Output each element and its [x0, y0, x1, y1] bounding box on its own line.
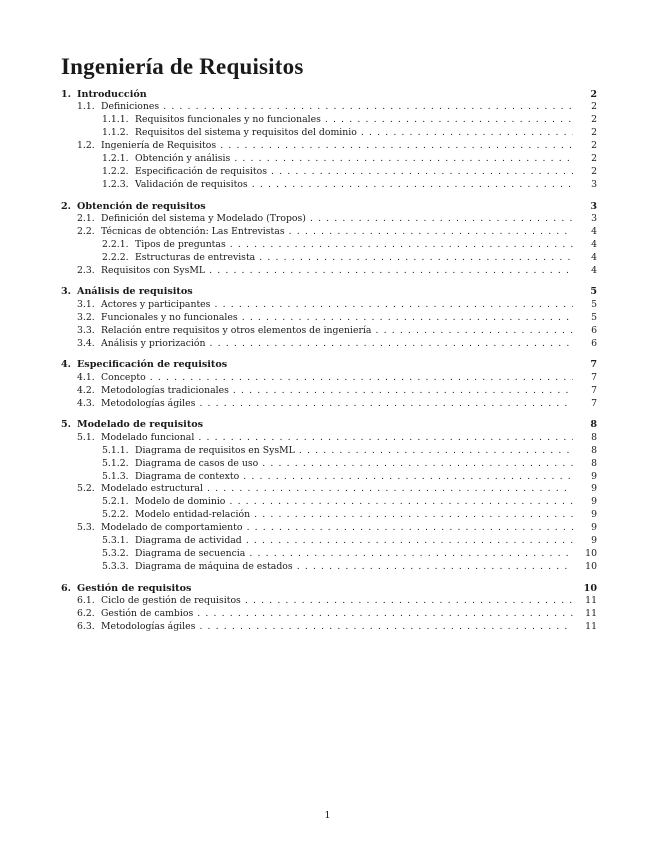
toc-entry-title: Metodologías ágiles . . . — [101, 398, 573, 411]
toc-entry-number: 5.3.1. — [102, 535, 129, 546]
toc-entry-page: 4 — [591, 251, 597, 263]
toc-entry-number: 2.1. — [77, 213, 95, 225]
toc-entry-page: 9 — [591, 470, 597, 482]
toc-entry-page: 8 — [590, 419, 597, 431]
toc-entry-number: 5.2.1. — [102, 496, 129, 508]
toc-entry-title: Concepto . . . — [101, 372, 573, 385]
toc-entry-number: 2.2.2. — [102, 251, 129, 263]
toc-entry-number: 4.1. — [77, 371, 95, 383]
toc-entry-title: Ciclo de gestión de requisitos . . . — [101, 595, 573, 608]
toc-entry-title: Estructuras de entrevista . . . — [135, 252, 573, 265]
toc-entry-title: Diagrama de máquina de estados . . . — [135, 561, 573, 574]
toc-entry-title: Análisis y priorización . . . — [101, 338, 573, 351]
toc-entry[interactable] — [61, 509, 597, 522]
toc-entry-number: 5.3.3. — [102, 560, 129, 572]
toc-entry-title: Especificación de requisitos . . . — [135, 166, 573, 179]
toc-entry-page: 2 — [591, 114, 597, 126]
toc-entry-title: Modelado estructural . . . — [101, 483, 573, 496]
toc-entry[interactable] — [61, 179, 597, 192]
toc-entry-number: 5.3. — [77, 522, 95, 534]
toc-entry-page: 10 — [583, 582, 597, 594]
toc-entry-title: Obtención de requisitos — [77, 200, 206, 212]
toc-entry-page: 10 — [585, 547, 597, 559]
toc-entry-page: 8 — [591, 457, 597, 469]
toc-entry-number: 2.2.1. — [102, 238, 129, 250]
toc-entry[interactable] — [61, 582, 597, 595]
toc-entry-title: Modelo de dominio . . . — [135, 496, 573, 509]
toc-entry-page: 11 — [585, 607, 597, 619]
toc-entry[interactable] — [61, 114, 597, 127]
toc-entry-page: 5 — [591, 298, 597, 310]
toc-entry-page: 9 — [591, 483, 597, 495]
toc-section — [61, 418, 597, 573]
toc-entry[interactable] — [61, 200, 597, 213]
toc-entry-title: Análisis de requisitos — [77, 286, 193, 298]
toc-entry-page: 6 — [591, 324, 597, 336]
toc-entry[interactable] — [61, 471, 597, 484]
toc-entry-page: 4 — [591, 264, 597, 276]
toc-entry-page: 11 — [585, 595, 597, 607]
toc-entry-page: 2 — [591, 165, 597, 177]
toc-entry[interactable] — [61, 226, 597, 239]
toc-entry-title: Relación entre requisitos y otros elementos de ingeniería . . . — [101, 325, 573, 338]
toc-entry-title: Requisitos del sistema y requisitos del dominio . . . — [135, 127, 573, 140]
toc-entry-title: Definición del sistema y Modelado (Tropos) . . . — [101, 213, 573, 226]
toc-section — [61, 88, 597, 192]
toc-entry-page: 9 — [591, 496, 597, 508]
toc-entry-page: 3 — [590, 200, 597, 212]
toc-entry-title: Introducción — [77, 89, 147, 100]
toc-entry-number: 6. — [61, 582, 72, 594]
toc-entry[interactable] — [61, 445, 597, 458]
toc-entry-number: 1. — [61, 89, 72, 100]
toc-entry-page: 9 — [591, 509, 597, 521]
toc-entry-number: 5.1.2. — [102, 457, 129, 469]
toc-entry[interactable] — [61, 325, 597, 338]
toc-section — [61, 285, 597, 350]
toc-entry-number: 6.3. — [77, 620, 95, 632]
toc-entry-number: 6.2. — [77, 607, 95, 619]
toc-entry[interactable] — [61, 88, 597, 101]
toc-entry-number: 5.2.2. — [102, 509, 129, 521]
toc-entry-title: Diagrama de contexto . . . — [135, 471, 573, 484]
toc-entry[interactable] — [61, 265, 597, 278]
toc-entry-title: Ingeniería de Requisitos . . . — [101, 140, 573, 153]
toc-entry[interactable] — [61, 621, 597, 634]
toc-entry-page: 7 — [591, 384, 597, 396]
toc-entry-title: Obtención y análisis . . . — [135, 153, 573, 166]
toc-entry-number: 1.2.1. — [102, 152, 129, 164]
toc-entry[interactable] — [61, 561, 597, 574]
toc-entry[interactable] — [61, 338, 597, 351]
document-title: Ingeniería de Requisitos — [61, 54, 304, 79]
toc-entry-page: 2 — [590, 89, 597, 100]
toc-entry[interactable] — [61, 299, 597, 312]
toc-entry-page: 6 — [591, 337, 597, 349]
toc-entry-title: Gestión de cambios . . . — [101, 608, 573, 621]
toc-entry[interactable] — [61, 312, 597, 325]
toc-entry[interactable] — [61, 166, 597, 179]
toc-entry-page: 10 — [585, 560, 597, 572]
table-of-contents — [61, 88, 597, 642]
toc-entry-title: Diagrama de casos de uso . . . — [135, 458, 573, 471]
toc-entry-number: 6.1. — [77, 595, 95, 607]
toc-entry-page: 9 — [591, 535, 597, 546]
toc-entry-page: 7 — [591, 371, 597, 383]
toc-entry-title: Definiciones . . . — [101, 101, 573, 114]
toc-entry-title: Modelo entidad-relación . . . — [135, 509, 573, 522]
toc-entry-page: 9 — [591, 522, 597, 534]
toc-entry-title: Actores y participantes . . . — [101, 299, 573, 312]
toc-entry-title: Técnicas de obtención: Las Entrevistas . . . — [101, 226, 573, 239]
toc-entry-number: 5.1.1. — [102, 444, 129, 456]
toc-entry[interactable] — [61, 548, 597, 561]
toc-entry-page: 2 — [591, 101, 597, 113]
toc-entry-number: 4.2. — [77, 384, 95, 396]
toc-entry[interactable] — [61, 153, 597, 166]
toc-entry[interactable] — [61, 535, 597, 548]
toc-entry-title: Modelado de comportamiento . . . — [101, 522, 573, 535]
toc-entry[interactable] — [61, 358, 597, 371]
toc-entry-title: Especificación de requisitos — [77, 359, 228, 371]
toc-entry-number: 3.2. — [77, 311, 95, 323]
toc-entry-number: 3.1. — [77, 298, 95, 310]
toc-entry-number: 1.2.3. — [102, 178, 129, 190]
toc-entry-number: 3. — [61, 286, 72, 298]
toc-entry-page: 7 — [590, 359, 597, 371]
toc-entry-number: 2.2. — [77, 225, 95, 237]
toc-entry[interactable] — [61, 595, 597, 608]
toc-entry[interactable] — [61, 608, 597, 621]
toc-entry[interactable] — [61, 140, 597, 153]
toc-entry-page: 7 — [591, 397, 597, 409]
toc-entry-page: 2 — [591, 140, 597, 152]
toc-entry-title: Tipos de preguntas . . . — [135, 239, 573, 252]
toc-entry-page: 8 — [591, 444, 597, 456]
toc-entry-title: Requisitos funcionales y no funcionales . . . — [135, 114, 573, 127]
toc-entry-title: Modelado de requisitos — [77, 419, 204, 431]
toc-entry-title: Diagrama de actividad . . . — [135, 535, 573, 548]
toc-entry-number: 5.3.2. — [102, 547, 129, 559]
toc-entry-number: 5.2. — [77, 483, 95, 495]
toc-entry[interactable] — [61, 418, 597, 431]
toc-entry-page: 11 — [585, 620, 597, 632]
toc-entry-number: 1.1.2. — [102, 127, 129, 139]
toc-entry-page: 2 — [591, 152, 597, 164]
toc-entry-number: 2.3. — [77, 264, 95, 276]
toc-entry[interactable] — [61, 522, 597, 535]
toc-entry-page: 4 — [591, 225, 597, 237]
toc-entry-number: 4.3. — [77, 397, 95, 409]
toc-entry-title: Gestión de requisitos — [77, 582, 192, 594]
toc-entry[interactable] — [61, 398, 597, 411]
toc-section — [61, 200, 597, 278]
toc-entry-page: 5 — [590, 286, 597, 298]
toc-entry[interactable] — [61, 101, 597, 114]
toc-entry[interactable] — [61, 458, 597, 471]
toc-entry-number: 3.3. — [77, 324, 95, 336]
toc-section — [61, 358, 597, 410]
toc-entry-title: Metodologías ágiles . . . — [101, 621, 573, 634]
toc-entry[interactable] — [61, 496, 597, 509]
toc-entry[interactable] — [61, 252, 597, 265]
toc-entry-page: 3 — [591, 213, 597, 225]
toc-entry[interactable] — [61, 483, 597, 496]
toc-entry-number: 1.1.1. — [102, 114, 129, 126]
toc-entry[interactable] — [61, 285, 597, 298]
toc-entry-title: Modelado funcional . . . — [101, 432, 573, 445]
toc-entry-title: Diagrama de requisitos en SysML . . . — [135, 445, 573, 458]
toc-entry[interactable] — [61, 239, 597, 252]
toc-entry[interactable] — [61, 127, 597, 140]
toc-entry-number: 1.2. — [77, 140, 95, 152]
toc-entry-title: Metodologías tradicionales . . . — [101, 385, 573, 398]
toc-entry-title: Diagrama de secuencia . . . — [135, 548, 573, 561]
page-number: 1 — [324, 810, 331, 821]
toc-entry-title: Validación de requisitos . . . — [135, 179, 573, 192]
toc-entry-number: 4. — [61, 359, 72, 371]
toc-entry[interactable] — [61, 432, 597, 445]
toc-entry[interactable] — [61, 213, 597, 226]
toc-entry-number: 2. — [61, 200, 72, 212]
toc-entry-number: 5.1.3. — [102, 470, 129, 482]
toc-entry-title: Funcionales y no funcionales . . . — [101, 312, 573, 325]
toc-entry-page: 2 — [591, 127, 597, 139]
toc-entry-page: 8 — [591, 431, 597, 443]
toc-entry-page: 5 — [591, 311, 597, 323]
toc-entry-page: 3 — [591, 178, 597, 190]
toc-entry[interactable] — [61, 385, 597, 398]
toc-entry-title: Requisitos con SysML . . . — [101, 265, 573, 278]
toc-entry-number: 5. — [61, 419, 72, 431]
toc-entry[interactable] — [61, 372, 597, 385]
toc-entry-page: 4 — [591, 238, 597, 250]
toc-entry-number: 3.4. — [77, 337, 95, 349]
toc-entry-number: 5.1. — [77, 431, 95, 443]
toc-entry-number: 1.2.2. — [102, 165, 129, 177]
toc-section — [61, 582, 597, 634]
toc-entry-number: 1.1. — [77, 101, 95, 113]
